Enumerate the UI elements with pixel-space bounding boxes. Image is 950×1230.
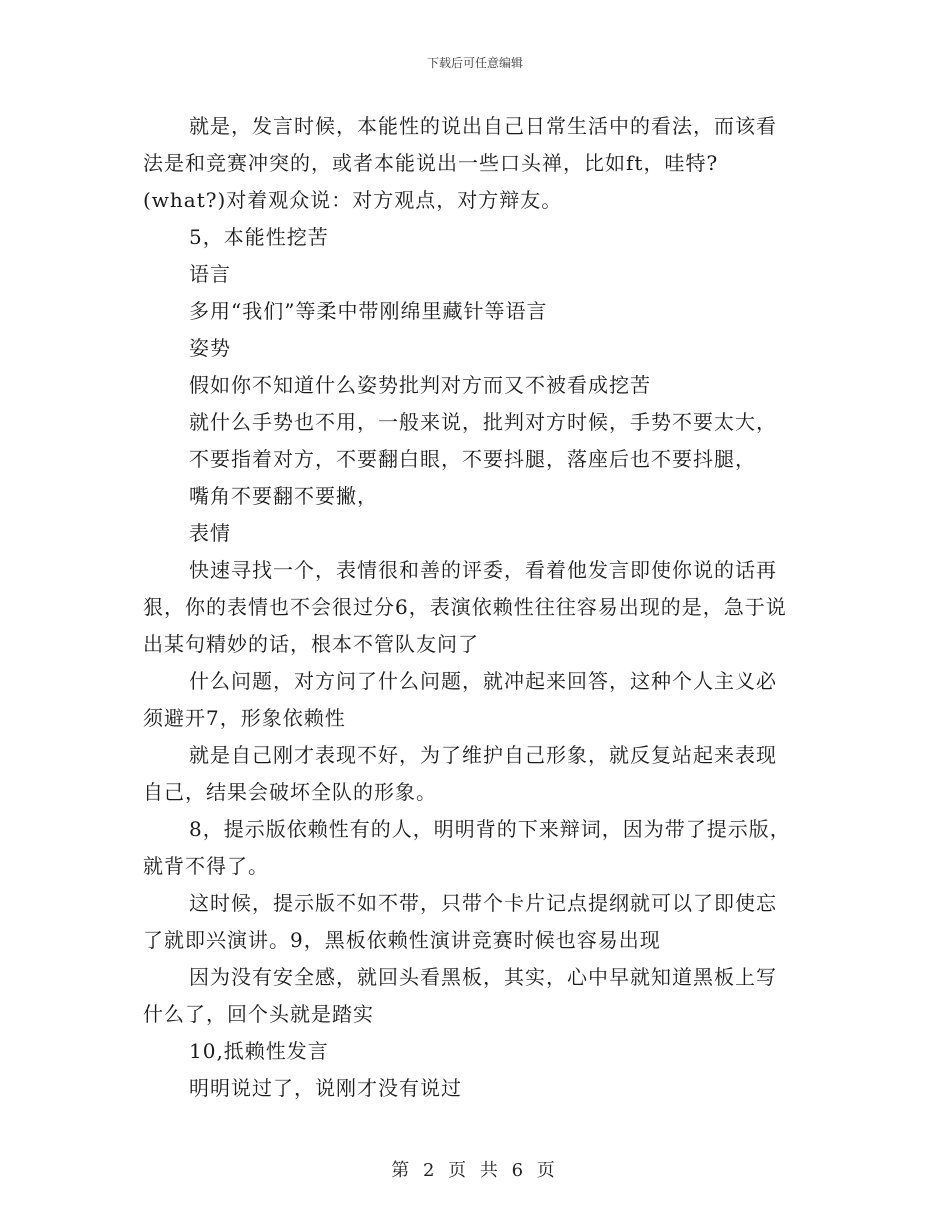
subheading: 表情 xyxy=(189,521,231,545)
paragraph-line: 法是和竞赛冲突的，或者本能说出一些口头禅，比如ft，哇特? xyxy=(143,151,719,175)
paragraph-line: 多用“我们”等柔中带刚绵里藏针等语言 xyxy=(189,299,548,323)
paragraph-line: 快速寻找一个，表情很和善的评委，看着他发言即使你说的话再 xyxy=(189,558,777,582)
page-footer: 第 2 页 共 6 页 xyxy=(391,1160,559,1181)
paragraph-line: 就是，发言时候，本能性的说出自己日常生活中的看法，而该看 xyxy=(189,114,777,138)
paragraph-line: 8，提示版依赖性有的人，明明背的下来辩词，因为带了提示版， xyxy=(189,817,791,841)
paragraph-line: 狠，你的表情也不会很过分6，表演依赖性往往容易出现的是，急于说 xyxy=(143,595,787,619)
paragraph-line: 假如你不知道什么姿势批判对方而又不被看成挖苦 xyxy=(189,373,651,397)
paragraph-line: (what?)对着观众说：对方观点，对方辩友。 xyxy=(143,188,563,212)
paragraph-line: 自己，结果会破坏全队的形象。 xyxy=(143,780,437,804)
paragraph-line: 嘴角不要翻不要撇， xyxy=(189,484,378,508)
paragraph-line: 什么问题，对方问了什么问题，就冲起来回答，这种个人主义必 xyxy=(189,669,777,693)
paragraph-line: 明明说过了，说刚才没有说过 xyxy=(189,1076,462,1100)
paragraph-line: 这时候，提示版不如不带，只带个卡片记点提纲就可以了即使忘 xyxy=(189,891,777,915)
paragraph-line: 不要指着对方，不要翻白眼，不要抖腿，落座后也不要抖腿， xyxy=(189,447,756,471)
subheading: 姿势 xyxy=(189,336,231,360)
section-heading: 5，本能性挖苦 xyxy=(189,225,329,249)
paragraph-line: 什么了，回个头就是踏实 xyxy=(143,1002,374,1026)
subheading: 语言 xyxy=(189,262,231,286)
paragraph-line: 因为没有安全感，就回头看黑板，其实，心中早就知道黑板上写 xyxy=(189,965,777,989)
page-header: 下载后可任意编辑 xyxy=(426,56,523,70)
paragraph-line: 就背不得了。 xyxy=(143,854,269,878)
document-body xyxy=(143,108,811,1107)
paragraph-line: 就什么手势也不用，一般来说，批判对方时候，手势不要太大， xyxy=(189,410,777,434)
section-heading: 10,抵赖性发言 xyxy=(189,1039,329,1063)
paragraph-line: 了就即兴演讲。9，黑板依赖性演讲竞赛时候也容易出现 xyxy=(143,928,661,952)
paragraph-line: 就是自己刚才表现不好，为了维护自己形象，就反复站起来表现 xyxy=(189,743,777,767)
paragraph-line: 出某句精妙的话，根本不管队友问了 xyxy=(143,632,479,656)
paragraph-line: 须避开7，形象依赖性 xyxy=(143,706,346,730)
